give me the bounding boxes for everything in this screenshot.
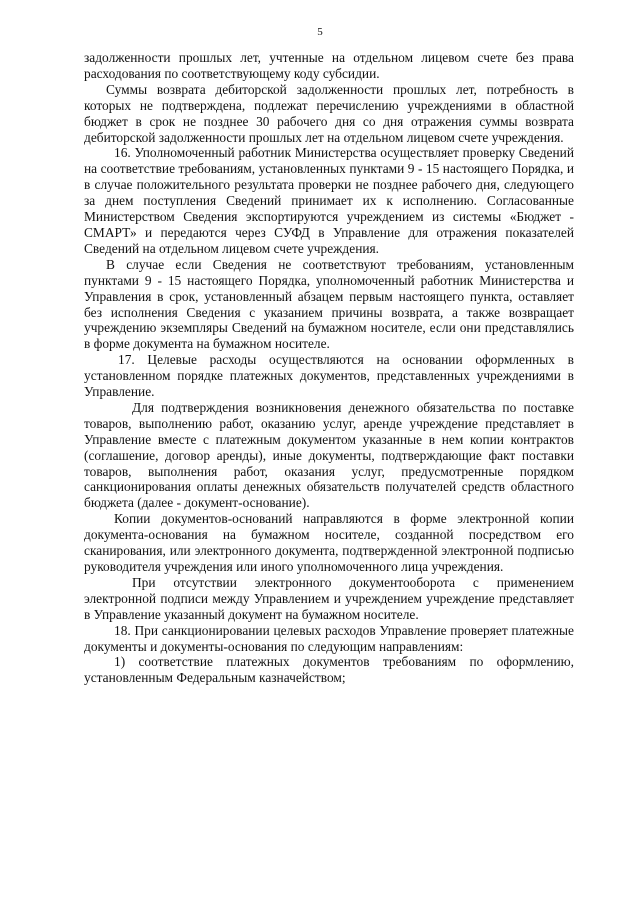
- paragraph: задолженности прошлых лет, учтенные на отдельном лицевом счете без права расходования по соответствующему коду субсидии.: [84, 50, 574, 81]
- paragraph: 16. Уполномоченный работник Министерства осуществляет проверку Сведений на соответствие требованиям, установленных пунктами 9 - 15 настоящего Порядка, и в случае положительного результата проверки не позднее рабочего дня, следующего за днем поступления Сведений принимает их к исполнению. Согласованные Министерством Сведения экспортируются учреждением из системы «Бюджет - СМАРТ» и передаются через СУФД в Управление для отражения показателей Сведений на отдельном лицевом счете учреждения.: [84, 145, 574, 256]
- paragraph: Для подтверждения возникновения денежного обязательства по поставке товаров, выполнению работ, оказанию услуг, аренде учреждение представляет в Управление вместе с платежным документом указанные в нем копии контрактов (соглашение, договор аренды), иные документы, подтверждающие факт поставки товаров, выполнения работ, оказания услуг, предусмотренные порядком санкционирования оплаты денежных обязательств получателей средств областного бюджета (далее - документ-основание).: [84, 399, 574, 511]
- document-body: [84, 50, 574, 686]
- paragraph: При отсутствии электронного документооборота с применением электронной подписи между Управлением и учреждением учреждение представляет в Управление указанный документ на бумажном носителе.: [84, 574, 574, 622]
- paragraph: 17. Целевые расходы осуществляются на основании оформленных в установленном порядке платежных документов, представленных учреждениями в Управление.: [84, 352, 574, 400]
- paragraph: 1) соответствие платежных документов требованиям по оформлению, установленным Федеральным казначейством;: [84, 654, 574, 686]
- page-number: 5: [317, 26, 323, 38]
- paragraph: Копии документов-оснований направляются в форме электронной копии документа-основания на бумажном носителе, созданной посредством его сканирования, или электронного документа, подтвержденной электронной подписью руководителя учреждения или иного уполномоченного лица учреждения.: [84, 511, 574, 574]
- paragraph: Суммы возврата дебиторской задолженности прошлых лет, потребность в которых не подтверждена, подлежат перечислению учреждениями в областной бюджет в срок не позднее 30 рабочего дня со дня отражения суммы возврата дебиторской задолженности прошлых лет на отдельном лицевом счете учреждения.: [84, 81, 574, 145]
- paragraph: В случае если Сведения не соответствуют требованиям, установленным пунктами 9 - 15 настоящего Порядка, уполномоченный работник Министерства и Управления в срок, установленный абзацем первым настоящего пункта, оставляет без исполнения Сведения с указанием причины возврата, а также возвращает учреждению экземпляры Сведений на бумажном носителе, если они представлялись в форме документа на бумажном носителе.: [84, 256, 574, 352]
- paragraph: 18. При санкционировании целевых расходов Управление проверяет платежные документы и документы-основания по следующим направлениям:: [84, 622, 574, 654]
